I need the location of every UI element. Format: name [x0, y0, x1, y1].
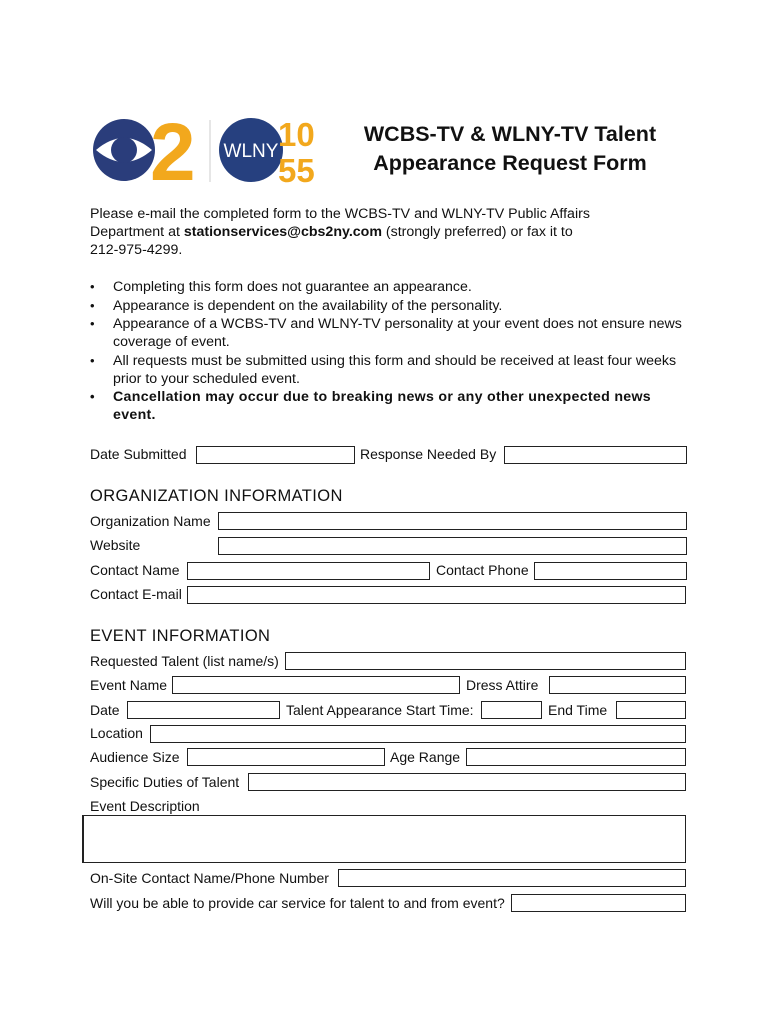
- location-field[interactable]: [150, 725, 686, 743]
- website-field[interactable]: [218, 537, 687, 555]
- list-item: • All requests must be submitted using this form and should be received at least four weeks prior to your scheduled event.: [90, 352, 690, 388]
- date-field[interactable]: [127, 701, 280, 719]
- event-description-label: Event Description: [90, 798, 200, 814]
- onsite-contact-field[interactable]: [338, 869, 686, 887]
- wlny-55: 55: [278, 152, 315, 186]
- list-item: • Appearance of a WCBS-TV and WLNY-TV personality at your event does not ensure news coverage of event.: [90, 315, 690, 351]
- list-item: • Cancellation may occur due to breaking news or any other unexpected news event.: [90, 388, 690, 424]
- specific-duties-field[interactable]: [248, 773, 686, 791]
- intro-line-1: Please e-mail the completed form to the WCBS-TV and WLNY-TV Public Affairs: [90, 206, 590, 222]
- location-label: Location: [90, 725, 143, 741]
- event-heading: EVENT INFORMATION: [90, 627, 271, 645]
- contact-name-label: Contact Name: [90, 562, 180, 578]
- car-service-label: Will you be able to provide car service for talent to and from event?: [90, 895, 505, 911]
- intro-fax-number: 212-975-4299.: [90, 242, 183, 258]
- title-line-2: Appearance Request Form: [373, 151, 647, 175]
- notice-list: [90, 278, 690, 425]
- wlny-10: 10: [278, 116, 315, 153]
- contact-email-field[interactable]: [187, 586, 686, 604]
- contact-phone-label: Contact Phone: [436, 562, 529, 578]
- form-title: [340, 120, 680, 178]
- age-range-label: Age Range: [390, 749, 461, 765]
- audience-size-field[interactable]: [187, 748, 385, 766]
- cbs2-logo: [92, 116, 332, 186]
- organization-name-field[interactable]: [218, 512, 687, 530]
- list-item: • Completing this form does not guarantee an appearance.: [90, 278, 690, 296]
- event-name-label: Event Name: [90, 677, 168, 693]
- start-time-field[interactable]: [481, 701, 542, 719]
- cbs-2-numeral: 2: [150, 116, 196, 186]
- car-service-field[interactable]: [511, 894, 686, 912]
- audience-size-label: Audience Size: [90, 749, 180, 765]
- contact-name-field[interactable]: [187, 562, 430, 580]
- contact-phone-field[interactable]: [534, 562, 687, 580]
- requested-talent-label: Requested Talent (list name/s): [90, 653, 279, 669]
- website-label: Website: [90, 537, 141, 553]
- date-submitted-label: Date Submitted: [90, 446, 187, 462]
- intro-line-2b: (strongly preferred) or fax it to: [381, 224, 573, 240]
- response-needed-field[interactable]: [504, 446, 687, 464]
- event-description-field[interactable]: [82, 815, 686, 863]
- specific-duties-label: Specific Duties of Talent: [90, 774, 240, 790]
- date-submitted-field[interactable]: [196, 446, 355, 464]
- title-line-1: WCBS-TV & WLNY-TV Talent: [363, 122, 657, 146]
- intro-line-2a: Department at: [90, 224, 184, 240]
- wlny-logo-text: WLNY: [223, 141, 279, 162]
- contact-email-label: Contact E-mail: [90, 586, 182, 602]
- contact-email-link[interactable]: stationservices@cbs2ny.com: [183, 224, 382, 240]
- intro-paragraph: [90, 205, 690, 259]
- organization-name-label: Organization Name: [90, 513, 211, 529]
- organization-heading: ORGANIZATION INFORMATION: [90, 487, 343, 505]
- requested-talent-field[interactable]: [285, 652, 686, 670]
- age-range-field[interactable]: [466, 748, 686, 766]
- onsite-contact-label: On-Site Contact Name/Phone Number: [90, 870, 329, 886]
- station-logos: [92, 116, 332, 186]
- end-time-field[interactable]: [616, 701, 686, 719]
- end-time-label: End Time: [548, 702, 608, 718]
- dress-attire-field[interactable]: [549, 676, 686, 694]
- event-name-field[interactable]: [172, 676, 460, 694]
- response-needed-label: Response Needed By: [360, 446, 497, 462]
- dress-attire-label: Dress Attire: [466, 677, 539, 693]
- list-item: • Appearance is dependent on the availability of the personality.: [90, 297, 690, 315]
- start-time-label: Talent Appearance Start Time:: [286, 702, 474, 718]
- date-label: Date: [90, 702, 120, 718]
